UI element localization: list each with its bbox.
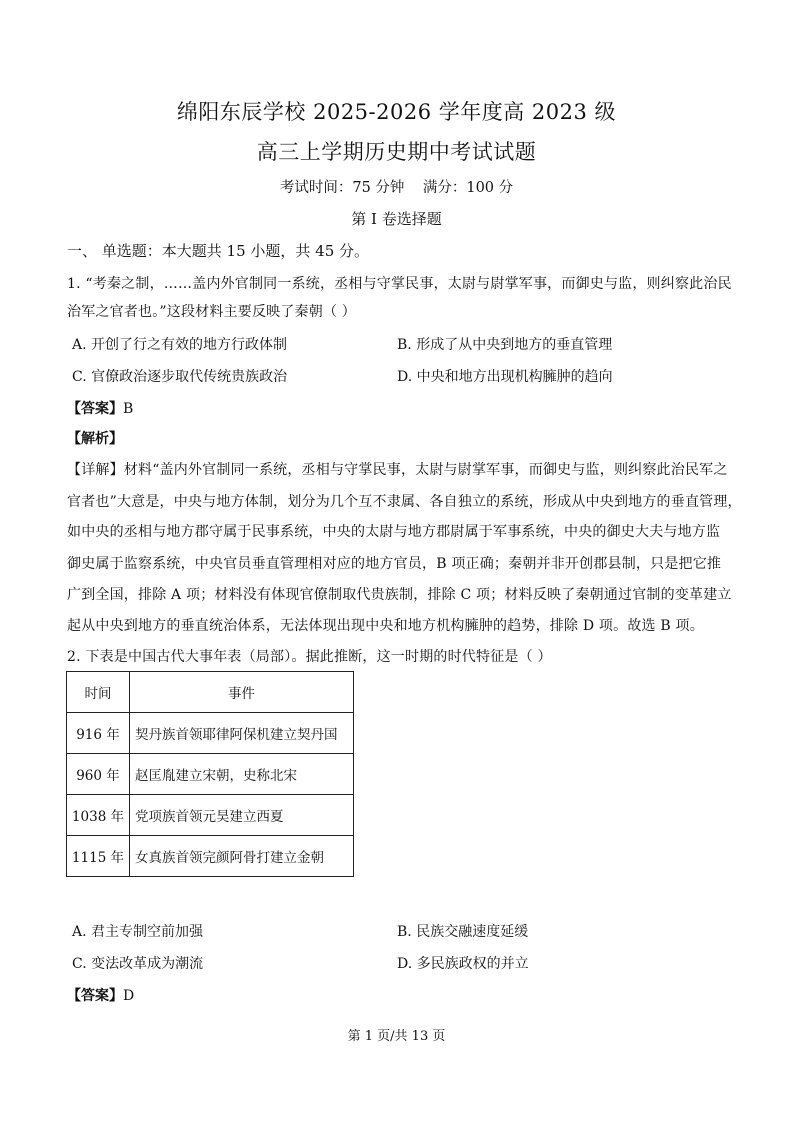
table-row	[67, 836, 354, 877]
table-cell-year: 960 年	[67, 754, 130, 795]
q2-answer-value: D	[123, 988, 135, 1004]
q1-detail-line4: 御史属于监察系统，中央官员垂直管理相对应的地方官员，B 项正确；秦朝并非开创郡县制，只是把它推	[67, 556, 722, 572]
q1-analysis-label: 【解析】	[67, 431, 123, 447]
q2-answer	[67, 985, 134, 1005]
table-cell-year: 1038 年	[67, 795, 130, 836]
q1-option-b: B. 形成了从中央到地方的垂直管理	[397, 337, 613, 353]
q1-option-c: C. 官僚政治逐步取代传统贵族政治	[72, 369, 288, 385]
exam-title-line2: 高三上学期历史期中考试试题	[256, 140, 537, 164]
q1-detail-line2: 官者也”大意是，中央与地方体制，划分为几个互不隶属、各自独立的系统，形成从中央到地方的垂直管理，	[67, 494, 742, 510]
q2-option-c: C. 变法改革成为潮流	[72, 956, 204, 972]
page-footer: 第 1 页/共 13 页	[347, 1029, 446, 1044]
q1-answer-value: B	[123, 401, 134, 417]
table-cell-event: 女真族首领完颜阿骨打建立金朝	[130, 836, 354, 877]
table-cell-event: 党项族首领元昊建立西夏	[130, 795, 354, 836]
q1-detail-line1: 【详解】材料“盖内外官制同一系统，丞相与守掌民事，太尉与尉掌军事，而御史与监，则纠察此治民军之	[67, 462, 728, 478]
table-row	[67, 795, 354, 836]
table-header-row	[67, 672, 354, 713]
q1-detail-line6: 起从中央到地方的垂直统治体系，无法体现出现中央和地方机构臃肿的趋势，排除 D 项。故选 B 项。	[67, 618, 704, 634]
q2-option-d: D. 多民族政权的并立	[397, 956, 529, 972]
table-row	[67, 754, 354, 795]
table-header-time: 时间	[67, 672, 130, 713]
q1-detail-line5: 广到全国，排除 A 项；材料没有体现官僚制取代贵族制，排除 C 项；材料反映了秦朝通过官制的变革建立	[67, 587, 732, 603]
q1-stem-line2: 治军之官者也。”这段材料主要反映了秦朝（ ）	[67, 304, 357, 320]
table-header-event: 事件	[130, 672, 354, 713]
table-row	[67, 713, 354, 754]
table-cell-event: 赵匡胤建立宋朝，史称北宋	[130, 754, 354, 795]
table-cell-year: 916 年	[67, 713, 130, 754]
exam-title-line1: 绵阳东辰学校 2025-2026 学年度高 2023 级	[176, 100, 617, 124]
exam-info: 考试时间：75 分钟 满分：100 分	[279, 180, 514, 196]
section-title: 一、 单选题：本大题共 15 小题，共 45 分。	[67, 242, 370, 260]
q1-answer-label: 【答案】	[67, 401, 123, 417]
q2-option-a: A. 君主专制空前加强	[72, 924, 204, 940]
q1-answer	[67, 398, 133, 418]
q1-stem-line1: 1. “考秦之制，……盖内外官制同一系统，丞相与守掌民事，太尉与尉掌军事，而御史与监，则纠察此治民	[67, 276, 732, 292]
events-table	[66, 671, 354, 877]
table-cell-year: 1115 年	[67, 836, 130, 877]
q1-option-d: D. 中央和地方出现机构臃肿的趋向	[397, 369, 613, 385]
q2-answer-label: 【答案】	[67, 988, 123, 1004]
q1-detail-line3: 如中央的丞相与地方郡守属于民事系统，中央的太尉与地方郡尉属于军事系统，中央的御史大夫与地方监	[67, 524, 721, 540]
q2-option-b: B. 民族交融速度延缓	[397, 924, 529, 940]
table-cell-event: 契丹族首领耶律阿保机建立契丹国	[130, 713, 354, 754]
q2-stem: 2. 下表是中国古代大事年表（局部）。据此推断，这一时期的时代特征是（ ）	[67, 649, 552, 665]
q1-option-a: A. 开创了行之有效的地方行政体制	[72, 337, 288, 353]
volume-title: 第 I 卷选择题	[351, 210, 442, 228]
